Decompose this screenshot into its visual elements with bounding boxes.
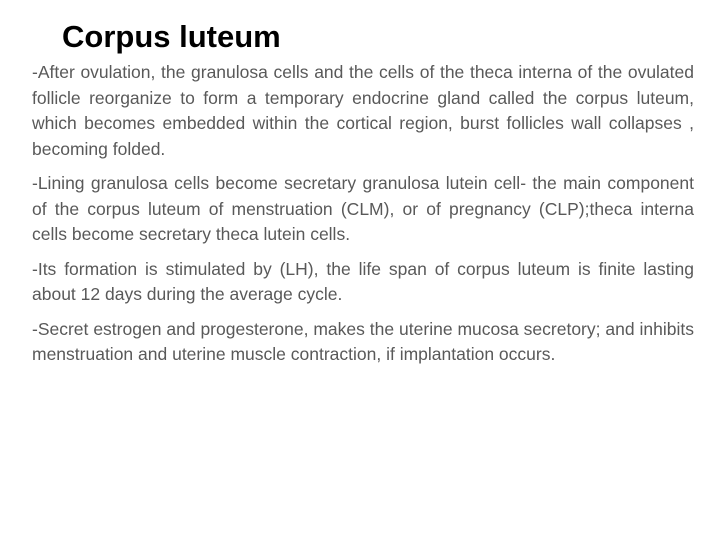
slide-title: Corpus luteum xyxy=(62,19,281,54)
paragraph-ovulation: -After ovulation, the granulosa cells and the cells of the theca interna of the ovulated follicle reorganize to form a temporary endocrine gland called the corpus luteum, which becomes embedded within the cortical region, burst follicles wall collapses , becoming folded. xyxy=(32,62,694,159)
slide-body xyxy=(32,60,694,377)
paragraph-hormones: -Secret estrogen and progesterone, makes the uterine mucosa secretory; and inhibits menstruation and uterine muscle contraction, if implantation occurs. xyxy=(32,318,694,364)
paragraph-lutein-cells: -Lining granulosa cells become secretary granulosa lutein cell- the main component of the corpus luteum of menstruation (CLM), or of pregnancy (CLP);theca interna cells become secretary theca lutein cells. xyxy=(32,173,694,244)
paragraph-formation: -Its formation is stimulated by (LH), the life span of corpus luteum is finite lasting about 12 days during the average cycle. xyxy=(32,258,694,304)
